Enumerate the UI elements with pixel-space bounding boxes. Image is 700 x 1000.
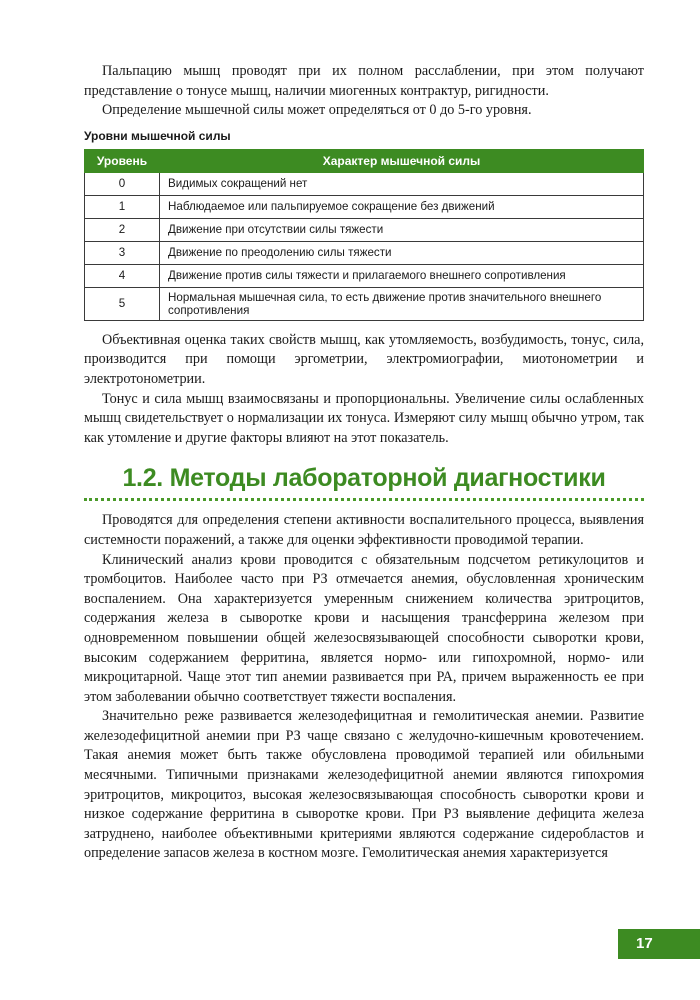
table-row xyxy=(85,218,644,241)
description-cell: Движение по преодолению силы тяжести xyxy=(160,241,644,264)
column-header-description: Характер мышечной силы xyxy=(160,149,644,172)
muscle-strength-table xyxy=(84,149,644,321)
dotted-divider xyxy=(84,498,644,501)
table-row xyxy=(85,264,644,287)
level-cell: 2 xyxy=(85,218,160,241)
page-content xyxy=(84,62,644,864)
table-row xyxy=(85,195,644,218)
level-cell: 3 xyxy=(85,241,160,264)
section-heading: 1.2. Методы лабораторной диагностики xyxy=(122,464,606,493)
paragraph: Тонус и сила мышц взаимосвязаны и пропорциональны. Увеличение силы ослабленных мышц свидетельствует о нормализации их тонуса. Измеряют силу мышц обычно утром, так как утомление и другие факторы влияют на этот показатель. xyxy=(84,390,644,446)
paragraph: Объективная оценка таких свойств мышц, как утомляемость, возбудимость, тонус, сила, производится при помощи эргометрии, электромиографии, миотонометрии и электротонометрии. xyxy=(84,331,644,387)
description-cell: Нормальная мышечная сила, то есть движение против значительного внешнего сопротивления xyxy=(160,287,644,320)
paragraph: Проводятся для определения степени активности воспалительного процесса, выявления системности поражений, а также для оценки эффективности проводимой терапии. xyxy=(84,512,644,548)
level-cell: 0 xyxy=(85,172,160,195)
table-row xyxy=(85,241,644,264)
description-cell: Движение против силы тяжести и прилагаемого внешнего сопротивления xyxy=(160,264,644,287)
description-cell: Движение при отсутствии силы тяжести xyxy=(160,218,644,241)
paragraph: Пальпацию мышц проводят при их полном расслаблении, при этом получают представление о тонусе мышц, наличии миогенных контрактур, ригидности. xyxy=(84,63,644,99)
column-header-level: Уровень xyxy=(85,149,160,172)
description-cell: Наблюдаемое или пальпируемое сокращение без движений xyxy=(160,195,644,218)
table-header-row xyxy=(85,149,644,172)
table-caption: Уровни мышечной силы xyxy=(84,128,231,143)
level-cell: 1 xyxy=(85,195,160,218)
level-cell: 5 xyxy=(85,287,160,320)
table-row xyxy=(85,287,644,320)
description-cell: Видимых сокращений нет xyxy=(160,172,644,195)
paragraph: Значительно реже развивается железодефицитная и гемолитическая анемии. Развитие железодефицитной анемии при РЗ чаще связано с желудочно-кишечным кровотечением. Такая анемия может быть также обусловлена проводимой терапией или обильными месячными. Типичными признаками железодефицитной анемии являются гипохромия эритроцитов, микроцитоз, высокая железосвязывающая способность сыворотки крови и низкое содержание ферритина в сыворотке крови. При РЗ выявление дефицита железа затруднено, наиболее объективными критериями являются содержание сидеробластов и определение запасов железа в костном мозге. Гемолитическая анемия характеризуется xyxy=(84,708,644,862)
table-row xyxy=(85,172,644,195)
paragraph: Клинический анализ крови проводится с обязательным подсчетом ретикулоцитов и тромбоцитов. Наиболее часто при РЗ отмечается анемия, обусловленная хроническим воспалением. Она характеризуется умеренным снижением количества эритроцитов, содержания железа в сыворотке крови и насыщения трансферрина железом при одновременном повышении общей железосвязывающей способности сыворотки крови, высоким содержанием ферритина, является нормо- или гипохромной, нормо- или микроцитарной. Чаще этот тип анемии развивается при РА, причем выраженность ее при этом заболевании обычно соответствует тяжести воспаления. xyxy=(84,551,644,705)
level-cell: 4 xyxy=(85,264,160,287)
paragraph: Определение мышечной силы может определяться от 0 до 5-го уровня. xyxy=(102,102,532,119)
page-number: 17 xyxy=(618,929,700,959)
